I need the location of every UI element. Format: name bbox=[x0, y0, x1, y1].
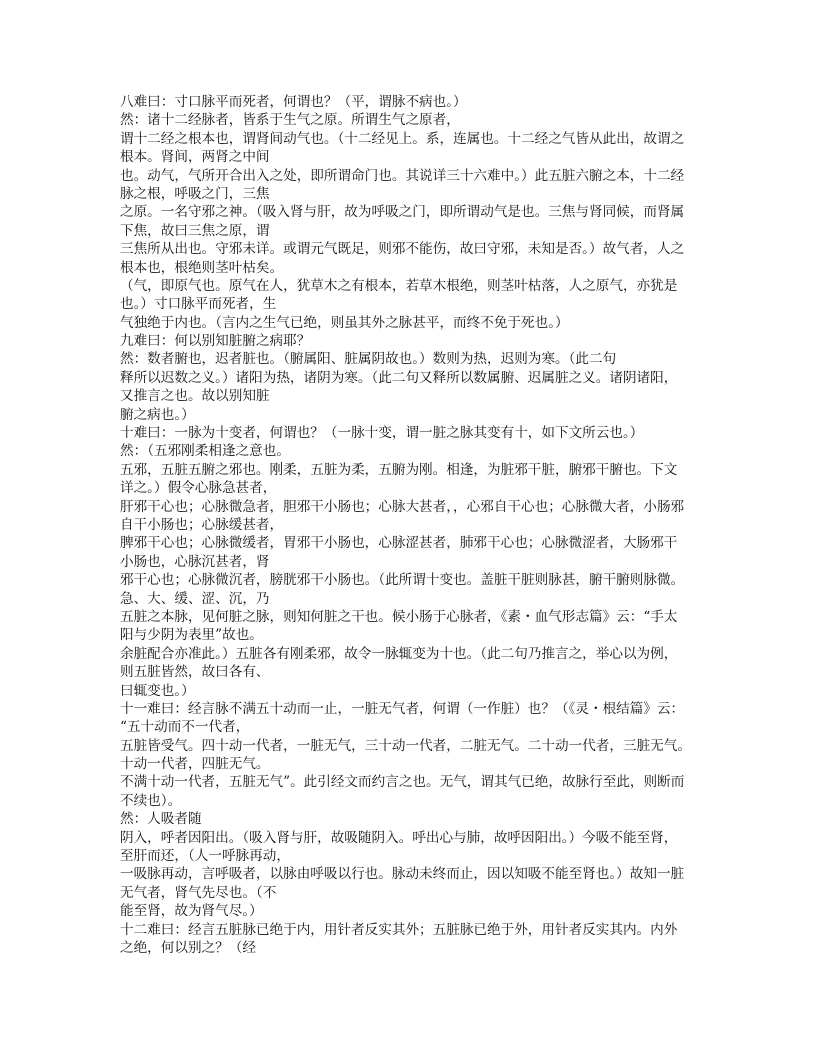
text-line: 之原。一名守邪之神。（吸入肾与肝，故为呼吸之门，即所谓动气是也。三焦与肾同候，而肾属 bbox=[120, 204, 685, 221]
text-line: 无气者，肾气先尽也。（不 bbox=[120, 884, 277, 901]
text-line: 根本也，根绝则茎叶枯矣。 bbox=[120, 259, 284, 276]
text-line: 十一难曰：经言脉不满五十动而一止，一脏无气者，何谓（一作脏）也？（《灵・根结篇》云： bbox=[120, 700, 685, 717]
text-line: 详之。）假令心脉急甚者， bbox=[120, 480, 277, 497]
text-line: 小肠也，心脉沉甚者，肾 bbox=[120, 553, 270, 570]
text-line: 然：（五邪刚柔相逢之意也。 bbox=[120, 443, 290, 460]
text-line: 九难曰：何以别知脏腑之病耶？ bbox=[120, 333, 311, 350]
text-line: 五脏皆受气。四十动一代者，一脏无气，三十动一代者，二脏无气。二十动一代者，三脏无气。 bbox=[120, 737, 691, 754]
text-line: 气独绝于内也。（言内之生气已绝，则虽其外之脉甚平，而终不免于死也。） bbox=[120, 314, 569, 331]
text-line: 腑之病也。） bbox=[120, 406, 195, 423]
text-line: 曰辄变也。） bbox=[120, 682, 195, 699]
text-line: 五邪，五脏五腑之邪也。刚柔，五脏为柔，五腑为刚。相逢，为脏邪干脏，腑邪干腑也。下文 bbox=[120, 461, 678, 478]
text-line: 根本。肾间，两肾之中间 bbox=[120, 149, 270, 166]
text-line: 之绝，何以别之？（经 bbox=[120, 939, 256, 956]
text-line: “五十动而不一代者， bbox=[120, 719, 250, 736]
text-line: 然：数者腑也，迟者脏也。（腑属阳、脏属阴故也。）数则为热，迟则为寒。（此二句 bbox=[120, 351, 617, 368]
text-line: 三焦所从出也。守邪未详。或谓元气既足，则邪不能伤，故曰守邪，未知是否。）故气者，人之 bbox=[120, 241, 685, 258]
text-line: 也。）寸口脉平而死者，生 bbox=[120, 296, 277, 313]
document-page bbox=[120, 93, 720, 957]
text-line: 又推言之也。故以别知脏 bbox=[120, 388, 270, 405]
text-line: 急、大、缓、涩、沉，乃 bbox=[120, 590, 270, 607]
text-line: 释所以迟数之义。）诸阳为热，诸阴为寒。（此二句又释所以数属腑、迟属脏之义。诸阴诸阳， bbox=[120, 369, 678, 386]
text-line: 八难曰：寸口脉平而死者，何谓也？（平，谓脉不病也。） bbox=[120, 94, 467, 110]
text-line: 能至肾，故为肾气尽。） bbox=[120, 903, 263, 920]
text-line: 然：人吸者随 bbox=[120, 811, 202, 828]
text-line: 谓十二经之根本也，谓肾间动气也。（十二经见上。系，连属也。十二经之气皆从此出，故谓之 bbox=[120, 130, 685, 147]
text-line: 不续也）。 bbox=[120, 792, 182, 809]
text-line: 十动一代者，四脏无气。 bbox=[120, 756, 270, 773]
text-line: 邪干心也；心脉微沉者，膀胱邪干小肠也。（此所谓十变也。盖脏干脏则脉甚，腑干腑则脉微。 bbox=[120, 572, 685, 589]
text-line: 余脏配合亦准此。）五脏各有刚柔邪，故令一脉辄变为十也。（此二句乃推言之，举心以为例， bbox=[120, 645, 678, 662]
text-line: 脾邪干心也；心脉微缓者，胃邪干小肠也，心脉涩甚者，肺邪干心也；心脉微涩者，大肠邪干 bbox=[120, 535, 678, 552]
text-line: 脉之根，呼吸之门，三焦 bbox=[120, 185, 270, 202]
text-line: 五脏之本脉，见何脏之脉，则知何脏之干也。候小肠于心脉者，《素・血气形志篇》云：“手太 bbox=[120, 608, 678, 625]
text-line: 也。动气，气所开合出入之处，即所谓命门也。其说详三十六难中。）此五脏六腑之本，十二经 bbox=[120, 167, 685, 184]
text-line: 不满十动一代者，五脏无气”。此引经文而约言之也。无气，谓其气已绝，故脉行至此，则断而 bbox=[120, 774, 685, 791]
text-line: 然：诸十二经脉者，皆系于生气之原。所谓生气之原者， bbox=[120, 112, 460, 129]
text-line: 阴入，呼者因阳出。（吸入肾与肝，故吸随阴入。呼出心与肺，故呼因阳出。）今吸不能至肾， bbox=[120, 829, 678, 846]
text-line: 十难曰：一脉为十变者，何谓也？（一脉十变，谓一脏之脉其变有十，如下文所云也。） bbox=[120, 425, 644, 442]
text-line: 则五脏皆然，故曰各有、 bbox=[120, 664, 270, 681]
text-line: 自干小肠也；心脉缓甚者， bbox=[120, 516, 284, 533]
text-line: 肝邪干心也；心脉微急者，胆邪干小肠也；心脉大甚者，，心邪自干心也；心脉微大者，小肠邪 bbox=[120, 498, 685, 515]
text-line: 至肝而还，（人一呼脉再动， bbox=[120, 848, 290, 865]
text-line: 阳与少阴为表里”故也。 bbox=[120, 627, 263, 644]
text-line: 下焦，故曰三焦之原，谓 bbox=[120, 222, 270, 239]
text-line: 十二难曰：经言五脏脉已绝于内，用针者反实其外；五脏脉已绝于外，用针者反实其内。内外 bbox=[120, 921, 678, 938]
text-line: （气，即原气也。原气在人，犹草木之有根本，若草木根绝，则茎叶枯落，人之原气，亦犹是 bbox=[120, 277, 678, 294]
text-line: 一吸脉再动，言呼吸者，以脉由呼吸以行也。脉动未终而止，因以知吸不能至肾也。）故知一脏 bbox=[120, 866, 685, 883]
